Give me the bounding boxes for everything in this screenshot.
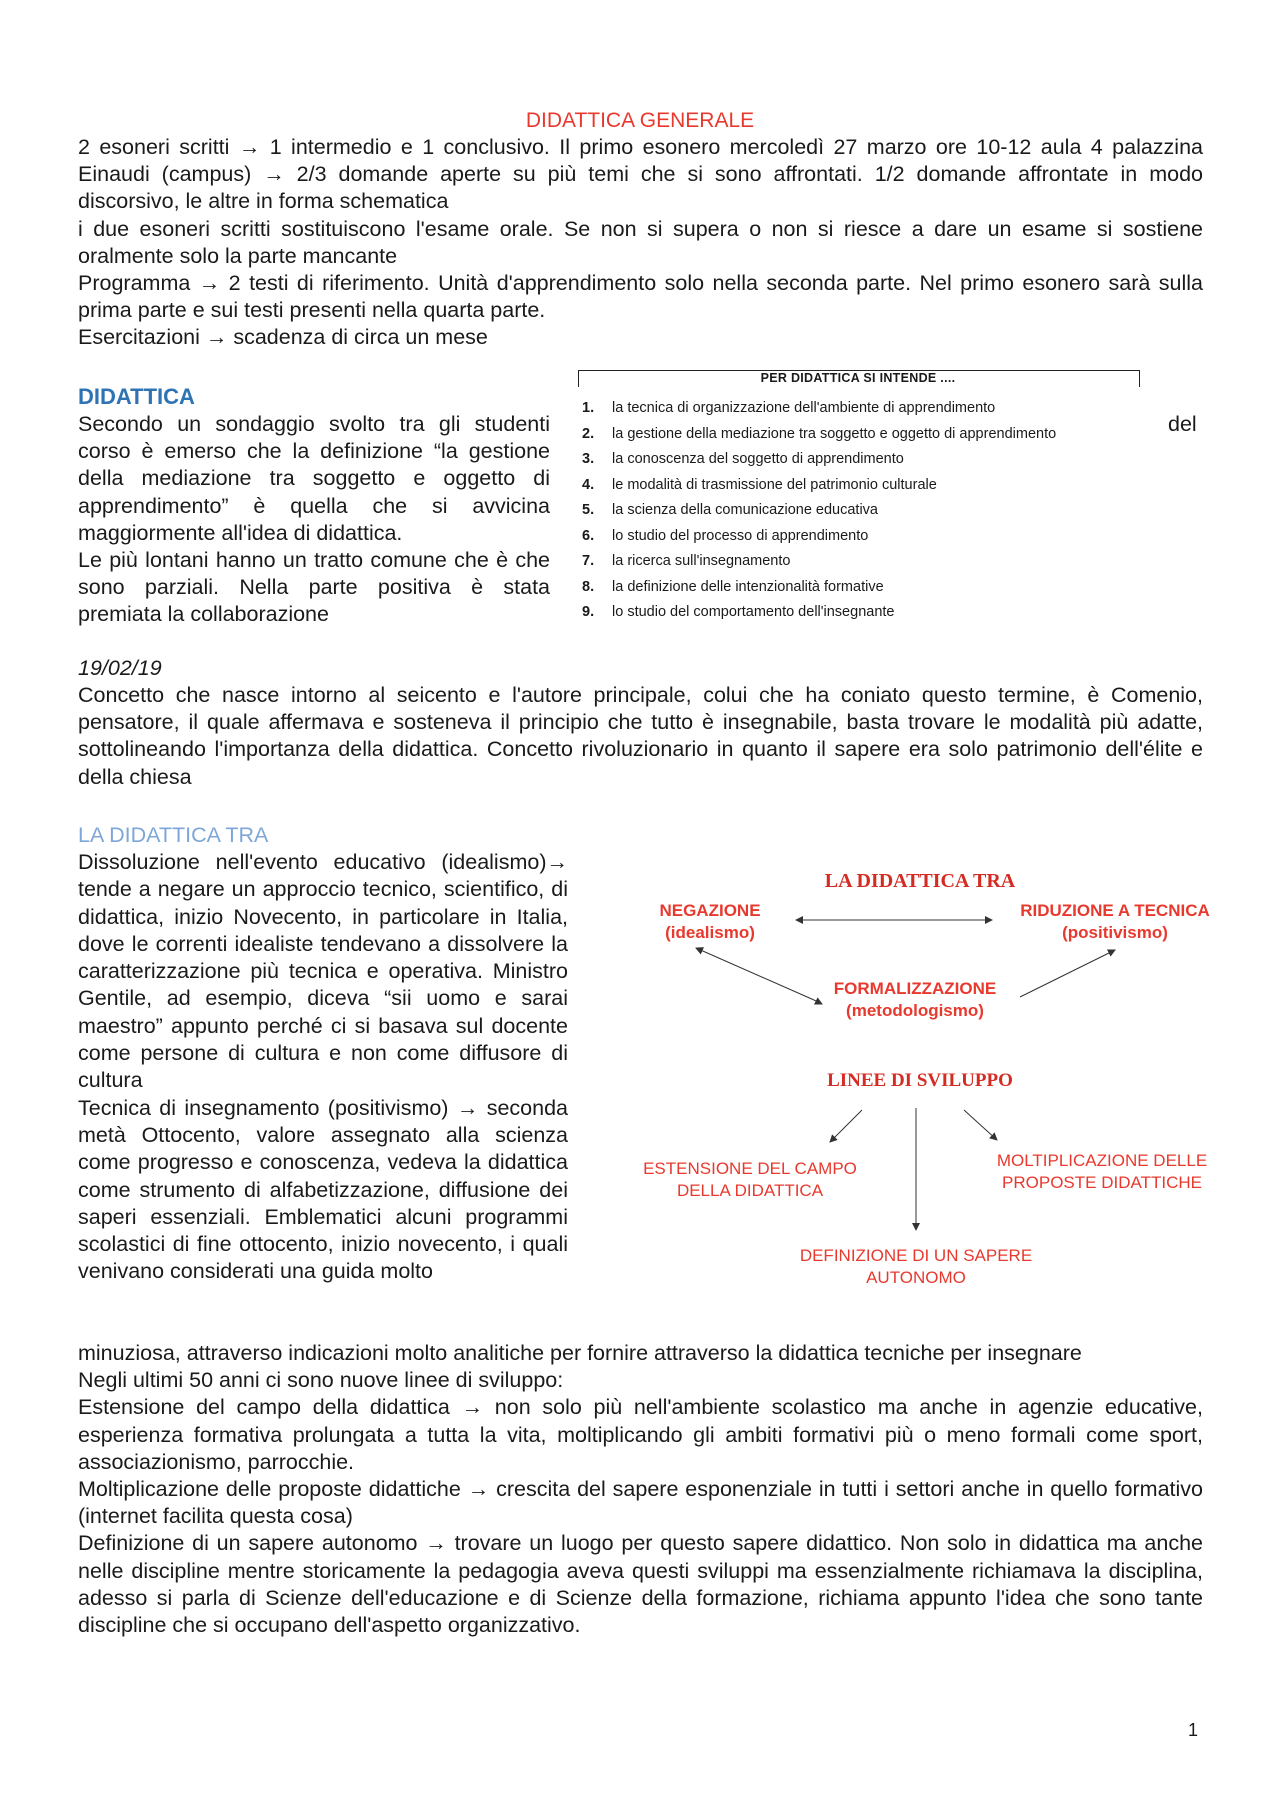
diagram-title: LA DIDATTICA TRA	[824, 870, 1016, 892]
list-item: 1. la tecnica di organizzazione dell'ambiente di apprendimento	[582, 400, 996, 416]
arrow-to-moltiplicazione	[964, 1110, 997, 1140]
list-item: 6. lo studio del processo di apprendimento	[582, 527, 869, 544]
paragraph-line: Negli ultimi 50 anni ci sono nuove linee di sviluppo:	[78, 1368, 564, 1393]
list-item: 7. la ricerca sull'insegnamento	[582, 553, 791, 569]
development-lines-block	[78, 1340, 1203, 1639]
node-moltiplicazione-line1: MOLTIPLICAZIONE DELLE	[996, 1151, 1208, 1170]
node-riduzione: RIDUZIONE A TECNICA	[1020, 901, 1210, 920]
positivismo-paragraph: Tecnica di insegnamento (positivismo) → seconda metà Ottocento, valore assegnato alla scienza come progresso e conoscenza, vedeva la didattica come strumento di alfabetizzazione, diffusione dei saperi essenziali. Emblematici alcuni programmi scolastici di fine ottocento, inizio novecento, i quali venivano considerati una guida molto	[78, 1095, 568, 1284]
didattica-paragraph: Secondo un sondaggio svolto tra gli studenti corso è emerso che la definizione “la gestione della mediazione tra soggetto e oggetto di apprendimento” è quella che si avvicina maggiormente all'idea di didattica.	[78, 412, 550, 545]
list-item: 3. la conoscenza del soggetto di apprendimento	[582, 451, 904, 467]
definition-list-figure	[578, 370, 1140, 626]
arrow-formalizzazione-riduzione	[1020, 950, 1115, 997]
node-definizione-line1: DEFINIZIONE DI UN SAPERE	[799, 1246, 1033, 1265]
section-heading-didattica: DIDATTICA	[78, 384, 195, 409]
paragraph-line: minuziosa, attraverso indicazioni molto analitiche per fornire attraverso la didattica tecniche per insegnare	[78, 1341, 1082, 1365]
list-item: 4. le modalità di trasmissione del patrimonio culturale	[582, 476, 937, 493]
document-title: DIDATTICA GENERALE	[525, 109, 755, 132]
didattica-tra-text-column	[78, 849, 568, 1286]
lesson-paragraph: Concetto che nasce intorno al seicento e l'autore principale, colui che ha coniato questo termine, è Comenio, pensatore, il quale affermava e sosteneva il principio che tutto è insegnabile, basta trovare le modalità più adatte, sottolineando l'importanza della didattica. Concetto rivoluzionario in quanto il sapere era solo patrimonio dell'élite e della chiesa	[78, 683, 1203, 789]
node-estensione-line2: DELLA DIDATTICA	[676, 1181, 824, 1200]
page-number: 1	[1188, 1720, 1199, 1740]
paragraph-line: Estensione del campo della didattica → non solo più nell'ambiente scolastico ma anche in agenzie educative, esperienza formativa prolungata a tutta la vita, moltiplicando gli ambiti formativi più o meno formali come sport, associazionismo, parrocchie.	[78, 1395, 1203, 1474]
arrow-formalizzazione-negazione	[696, 948, 814, 1000]
node-moltiplicazione-line2: PROPOSTE DIDATTICHE	[1002, 1173, 1202, 1192]
diagram-subtitle: LINEE DI SVILUPPO	[827, 1070, 1013, 1091]
node-negazione: NEGAZIONE	[659, 901, 761, 920]
definition-list	[578, 396, 1056, 626]
intro-paragraph: Programma → 2 testi di riferimento. Unità d'apprendimento solo nella seconda parte. Nel primo esonero sarà sulla prima parte e sui testi presenti nella quarta parte.	[78, 271, 1203, 323]
arrow-to-estensione	[830, 1110, 862, 1142]
paragraph-line: Moltiplicazione delle proposte didattiche → crescita del sapere esponenziale in tutti i settori anche in quello formativo (internet facilita questa cosa)	[78, 1477, 1203, 1529]
didattica-text-column	[78, 411, 550, 629]
lesson-date: 19/02/19	[78, 656, 162, 680]
list-item: 9. lo studio del comportamento dell'insegnante	[582, 604, 895, 620]
list-item: 8. la definizione delle intenzionalità formative	[582, 578, 884, 595]
idealismo-paragraph: Dissoluzione nell'evento educativo (idealismo)→ tende a negare un approccio tecnico, scientifico, di didattica, inizio Novecento, in particolare in Italia, dove le correnti idealiste tendevano a dissolvere la caratterizzazione più tecnica e operativa. Ministro Gentile, ad esempio, diceva “sii uomo e sarai maestro” appunto perché ci si basava sul docente come persone di cultura e non come diffusore di cultura	[78, 850, 568, 1093]
node-estensione-line1: ESTENSIONE DEL CAMPO	[643, 1159, 857, 1178]
didattica-tra-diagram	[600, 860, 1260, 1310]
node-definizione-line2: AUTONOMO	[866, 1268, 966, 1287]
node-riduzione-sub: (positivismo)	[1062, 923, 1168, 942]
list-item: 2. la gestione della mediazione tra soggetto e oggetto di apprendimento	[582, 425, 1057, 442]
section-heading-didattica-tra: LA DIDATTICA TRA	[78, 823, 269, 847]
node-formalizzazione: FORMALIZZAZIONE	[833, 979, 997, 998]
list-header: PER DIDATTICA SI INTENDE ....	[760, 371, 956, 385]
didattica-paragraph: Le più lontani hanno un tratto comune che è che sono parziali. Nella parte positiva è stata premiata la collaborazione	[78, 548, 550, 627]
paragraph-line: Definizione di un sapere autonomo → trovare un luogo per questo sapere didattico. Non solo in didattica ma anche nelle discipline mentre storicamente la pedagogia aveva questi sviluppi ma essenzialmente richiamava la disciplina, adesso si parla di Scienze dell'educazione e di Scienze della formazione, richiama appunto l'idea che sono tante discipline che si occupano dell'aspetto organizzativo.	[78, 1531, 1203, 1638]
intro-paragraph: i due esoneri scritti sostituiscono l'esame orale. Se non si supera o non si riesce a dare un esame si sostiene oralmente solo la parte mancante	[78, 216, 1203, 268]
list-item: 5. la scienza della comunicazione educativa	[582, 502, 878, 518]
node-formalizzazione-sub: (metodologismo)	[846, 1001, 984, 1020]
intro-paragraph: 2 esoneri scritti → 1 intermedio e 1 conclusivo. Il primo esonero mercoledì 27 marzo ore 10-12 aula 4 palazzina Einaudi (campus) → 2/3 domande aperte su più temi che si sono affrontati. 1/2 domande affrontate in modo discorsivo, le altre in forma schematica	[78, 135, 1203, 214]
intro-paragraph: Esercitazioni → scadenza di circa un mese	[78, 325, 488, 350]
node-negazione-sub: (idealismo)	[665, 923, 755, 942]
trailing-word: del	[1168, 412, 1197, 436]
intro-block	[78, 134, 1203, 352]
